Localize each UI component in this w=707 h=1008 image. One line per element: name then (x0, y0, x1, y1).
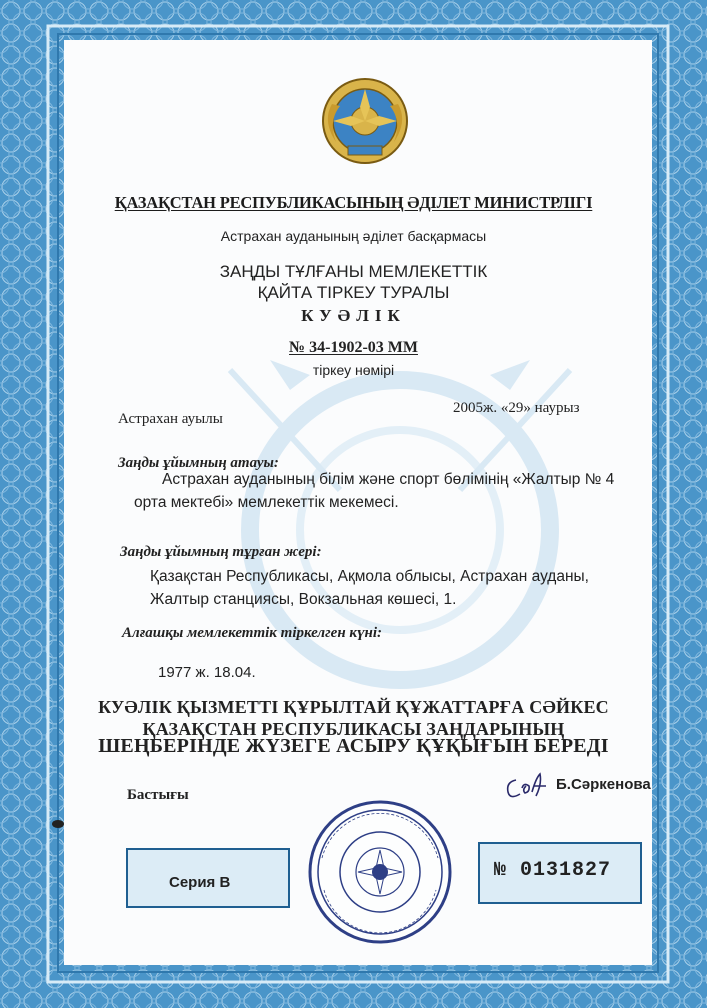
series-label: Серия В (169, 874, 231, 891)
statement-line1: КУӘЛІК ҚЫЗМЕТТІ ҚҰРЫЛТАЙ ҚҰЖАТТАРҒА СӘЙКЕС (98, 697, 609, 717)
ministry-title: ҚАЗАҚСТАН РЕСПУБЛИКАСЫНЫҢ ӘДІЛЕТ МИНИСТРЛІГІ (114, 193, 593, 212)
first-registration-date: 1977 ж. 18.04. (158, 664, 256, 681)
department-name: Астрахан ауданының әділет басқармасы (220, 228, 487, 244)
entity-name-line1: Астрахан ауданының білім және спорт бөлімінің «Жалтыр № 4 (162, 471, 615, 488)
entity-location-line2: Жалтыр станциясы, Вокзальная көшесі, 1. (150, 591, 457, 608)
issue-date: 2005ж. «29» наурыз (453, 400, 580, 416)
state-emblem-icon (318, 76, 412, 166)
ink-mark (52, 820, 64, 828)
first-registration-label: Алғашқы мемлекеттік тіркелген күні: (122, 625, 382, 641)
signer-name: Б.Сәркенова (556, 776, 651, 793)
issue-place: Астрахан ауылы (118, 411, 223, 427)
statement-line3: ШЕҢБЕРІНДЕ ЖҮЗЕГЕ АСЫРУ ҚҰҚЫҒЫН БЕРЕДІ (98, 735, 609, 757)
entity-name-line2: орта мектебі» мемлекеттік мекемесі. (134, 494, 399, 511)
entity-name-value (134, 468, 662, 514)
document-title-line3: КУӘЛІК (301, 306, 406, 325)
registration-number: № 34-1902-03 ММ (289, 339, 418, 356)
statement-line2: ҚАЗАҚСТАН РЕСПУБЛИКАСЫ ЗАҢДАРЫНЫҢ (142, 719, 565, 739)
handwritten-signature (502, 768, 552, 808)
entity-name-label: Заңды ұйымның атауы: (118, 455, 279, 471)
document-title-line1: ЗАҢДЫ ТҰЛҒАНЫ МЕМЛЕКЕТТІК (219, 262, 488, 281)
entity-location-line1: Қазақстан Республикасы, Ақмола облысы, Астрахан ауданы, (150, 568, 589, 585)
entity-location-value (140, 565, 660, 611)
official-seal-stamp (306, 798, 454, 946)
head-label: Бастығы (127, 787, 189, 803)
entity-location-label: Заңды ұйымның тұрған жері: (120, 544, 322, 560)
document-title-line2: ҚАЙТА ТІРКЕУ ТУРАЛЫ (257, 283, 450, 302)
form-number: № 0131827 (494, 859, 612, 882)
registration-number-label: тіркеу нөмірі (312, 362, 395, 378)
